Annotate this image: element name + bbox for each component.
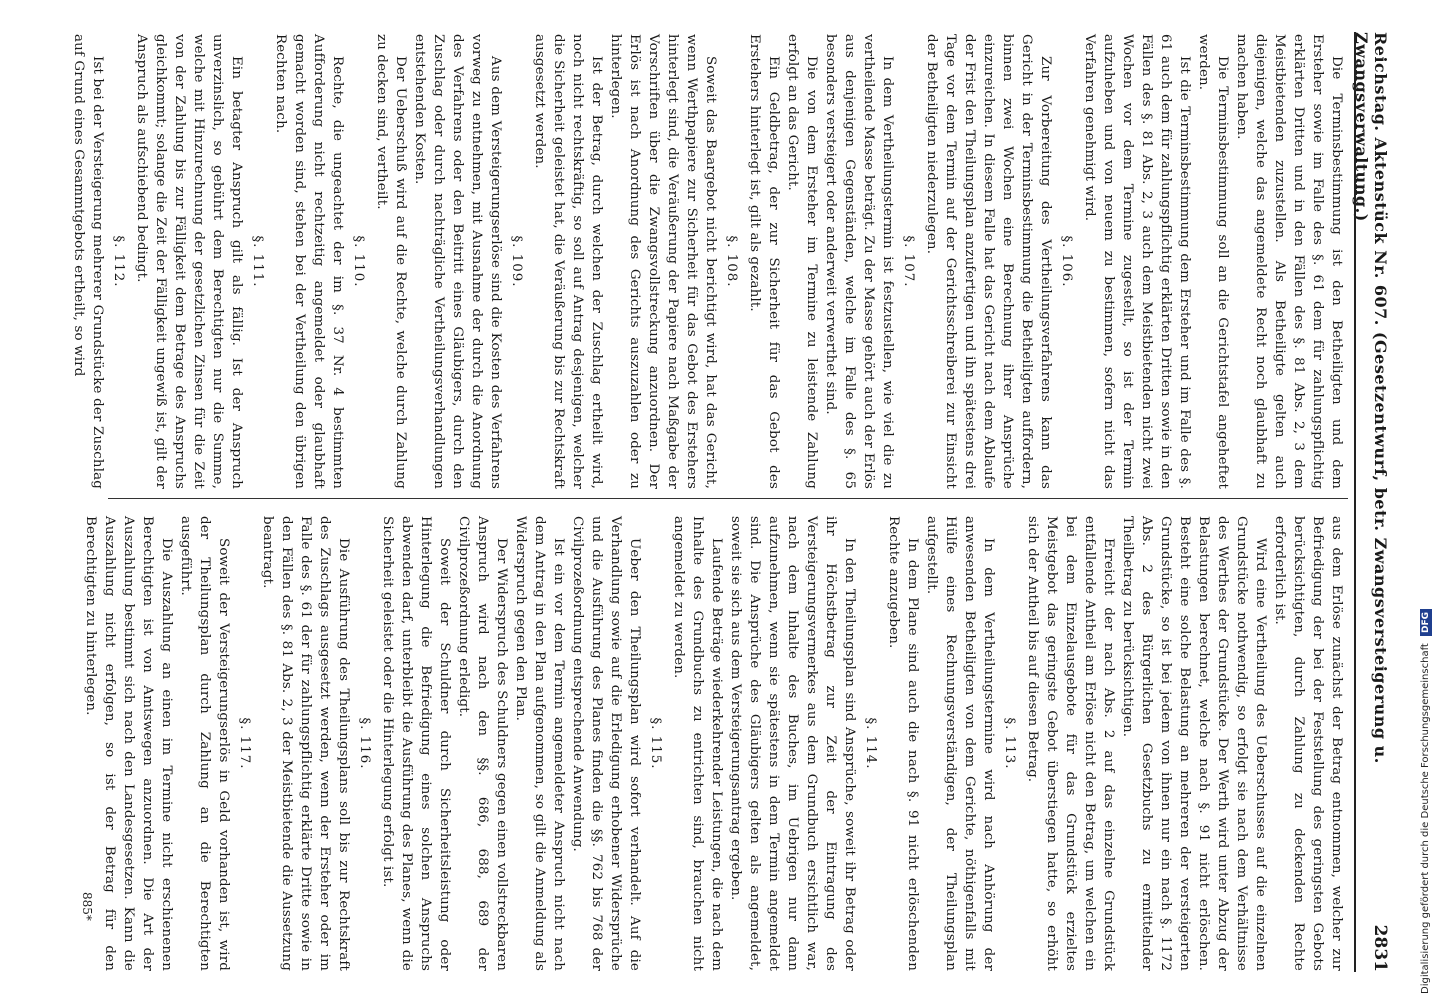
credit-text: Digitalisierung gefördert durch die Deutsche Forschungsgemeinschaft — [1420, 643, 1431, 994]
paragraph: Der Ueberschuß wird auf die Rechte, welche durch Zahlung zu decken sind, vertheilt. — [374, 34, 408, 489]
section-heading: §. 108. — [724, 235, 739, 288]
right-column — [81, 516, 1346, 971]
paragraph: Die Auszahlung an einen im Termine nicht erschienenen Berechtigten ist von Amtswegen anzuordnen. Die Art der Auszahlung bestimmt sich nach den Landesgesetzen. Kann die Auszahlung nicht erfolgen, so ist der Betrag für den Berechtigten zu hinterlegen. — [83, 516, 174, 971]
section-heading: §. 116. — [357, 717, 372, 770]
paragraph: In dem Vertheilungstermin ist festzustellen, wie viel die zu vertheilende Masse beträgt. Zu der Masse gehört auch der Erlös aus denjenigen Gegenständen, welche im Falle des §. 65 besonders versteigert oder anderweit verwerthet sind. — [823, 34, 895, 489]
paragraph: In den Theilungsplan sind Ansprüche, soweit ihr Betrag oder ihr Höchstbetrag zur Zeit der Eintragung des Versteigerungsvermerkes aus dem Grundbuch ersichtlich war, nach dem Inhalte des Buches, im Uebrigen nur dann aufzunehmen, wenn sie spätestens in dem Termin angemeldet sind. Die Ansprüche des Gläubigers gelten als angemeldet, soweit sie sich aus dem Versteigerungsantrag ergeben. — [728, 516, 857, 971]
paragraph: Ein betagter Anspruch gilt als fällig. Ist der Anspruch unverzinslich, so gebührt dem Berechtigten nur die Summe, welche mit Hinzurechnung der gesetzlichen Zinsen für die Zeit von der Zahlung bis zur Fälligkeit dem Betrage des Anspruchs gleichkommt; solange die Zeit der Fälligkeit ungewiß ist, gilt der Anspruch als aufschiebend bedingt. — [134, 34, 244, 489]
left-column — [69, 34, 1346, 489]
paragraph: Soweit der Schuldner durch Sicherheitsleistung oder Hinterlegung die Befriedigung eines solchen Anspruchs abwenden darf, unterbleibt die Ausführung des Planes, wenn die Sicherheit geleistet oder die Hinterlegung erfolgt ist. — [380, 516, 452, 971]
header-rule — [1354, 32, 1356, 972]
paragraph: Erreicht der nach Abs. 2 auf das einzelne Grundstück entfallende Antheil am Erlöse nicht den Betrag, um welchen ein bei dem Einzelausgebote für das Grundstück erzieltes Meistgebot das geringste Gebot überstiegen hatte, so erhöht sich der Antheil bis auf diesen Betrag. — [1025, 516, 1116, 971]
paragraph: Rechte, die ungeachtet der im §. 37 Nr. 4 bestimmten Aufforderung nicht rechtzeitig angemeldet oder glaubhaft gemacht worden sind, stehen bei der Vertheilung den übrigen Rechten nach. — [273, 34, 345, 489]
section-heading: §. 117. — [237, 717, 252, 770]
paragraph: Aus dem Versteigerungserlöse sind die Kosten des Verfahrens vorweg zu entnehmen, mit Ausnahme der durch die Anordnung des Verfahrens oder den Beitritt eines Gläubigers, durch den Zuschlag oder durch nachträgliche Vertheilungsverhandlungen entstehenden Kosten. — [412, 34, 503, 489]
paragraph: Die Ausführung des Theilungsplans soll bis zur Rechtskraft des Zuschlags ausgesetzt werden, wenn der Ersteher oder im Falle des §. 61 der für zahlungspflichtig erklärte Dritte sowie in den Fällen des §. 81 Abs. 2, 3 der Meistbietende die Aussetzung beantragt. — [260, 516, 351, 971]
paragraph: Laufende Beträge wiederkehrender Leistungen, die nach dem Inhalte des Grundbuchs zu entrichten sind, brauchen nicht angemeldet zu werden. — [671, 516, 724, 971]
paragraph: Wird eine Vertheilung des Ueberschusses auf die einzelnen Grundstücke nothwendig, so erfolgt sie nach dem Verhältnisse des Werthes der Grundstücke. Der Werth wird unter Abzug der Belastungen berechnet, welche nach §. 91 nicht erlöschen. Besteht eine solche Belastung an mehreren der versteigerten Grundstücke, so ist bei jedem von ihnen nur ein nach §. 1172 Abs. 2 des Bürgerlichen Gesetzbuchs zu ermittelnder Theilbetrag zu berücksichtigen. — [1120, 516, 1268, 971]
sheet-number: 885* — [80, 892, 94, 921]
paragraph: Ist der Betrag, durch welchen der Zuschlag ertheilt wird, noch nicht rechtskräftig, so soll auf Antrag desjenigen, welcher die Sicherheit geleistet hat, die Veräußerung bis zur Rechtskraft ausgesetzt werden. — [532, 34, 604, 489]
paragraph: Ein Geldbetrag, der zur Sicherheit für das Gebot des Erstehers hinterlegt ist, gilt als gezahlt. — [747, 34, 781, 489]
page-header — [1352, 32, 1390, 972]
section-heading: §. 114. — [863, 717, 878, 770]
section-heading: §. 109. — [509, 235, 524, 288]
section-heading: §. 111. — [250, 235, 265, 288]
dfg-logo: DFG — [1420, 609, 1432, 636]
paragraph: Die von dem Ersteher im Termine zu leistende Zahlung erfolgt an das Gericht. — [785, 34, 819, 489]
paragraph: Ist ein vor dem Termin angemeldeter Anspruch nicht nach dem Antrag in den Plan aufgenommen, so gilt die Anmeldung als Widerspruch gegen den Plan. — [513, 516, 566, 971]
section-heading: §. 107. — [901, 235, 916, 288]
section-heading: §. 113. — [1002, 717, 1017, 770]
paragraph: In dem Vertheilungstermine wird nach Anhörung der anwesenden Betheiligten von dem Gerichte, nöthigenfalls mit Hülfe eines Rechnungsverständigen, der Theilungsplan aufgestellt. — [924, 516, 996, 971]
document-page — [60, 22, 1390, 982]
paragraph: Ist die Terminsbestimmung dem Ersteher und im Falle des §. 61 auch dem für zahlungspflichtig erklärten Dritten sowie in den Fällen des §. 81 Abs. 2, 3 auch dem Meistbietenden nicht zwei Wochen vor dem Termine zugestellt, so ist der Termin aufzuheben und von neuem zu bestimmen, sofern nicht das Verfahren genehmigt wird. — [1082, 34, 1192, 489]
paragraph: Die Terminsbestimmung soll an die Gerichtstafel angeheftet werden. — [1196, 34, 1230, 489]
section-heading: §. 106. — [1059, 235, 1074, 288]
paragraph: Soweit der Versteigerungserlös in Geld vorhanden ist, wird der Theilungsplan durch Zahlung an die Berechtigten ausgeführt. — [178, 516, 231, 971]
paragraph: Soweit das Baargebot nicht berichtigt wird, hat das Gericht, wenn Werthpapiere zur Sicherheit für das Gebot des Erstehers hinterlegt sind, die Veräußerung der Papiere nach Maßgabe der Vorschriften über die Zwangsvollstreckung anzuordnen. Der Erlös ist nach Anordnung des Gerichts auszuzahlen oder zu hinterlegen. — [608, 34, 718, 489]
paragraph: In dem Plane sind auch die nach §. 91 nicht erlöschenden Rechte anzugeben. — [886, 516, 920, 971]
column-divider — [108, 498, 1348, 499]
paragraph: Zur Vorbereitung des Vertheilungsverfahrens kann das Gericht in der Terminsbestimmung die Betheiligten auffordern, binnen zwei Wochen eine Berechnung ihrer Ansprüche einzureichen. In diesem Falle hat das Gericht nach dem Ablaufe der Frist den Theilungsplan anzufertigen und ihn spätestens drei Tage vor dem Termin auf der Gerichtsschreiberei zur Einsicht der Betheiligten niederzulegen. — [924, 34, 1053, 489]
section-heading: §. 110. — [351, 235, 366, 288]
paragraph: Die Terminsbestimmung ist den Betheiligten und dem Ersteher sowie im Falle des §. 61 dem für zahlungspflichtig erklärten Dritten und in den Fällen des §. 81 Abs. 2, 3 dem Meistbietenden zuzustellen. Als Betheiligte gelten auch diejenigen, welche das angemeldete Recht noch glaubhaft zu machen haben. — [1234, 34, 1344, 489]
page-number: 2831 — [1370, 924, 1390, 972]
section-heading: §. 112. — [111, 235, 126, 288]
paragraph: Der Widerspruch des Schuldners gegen einen vollstreckbaren Anspruch wird nach den §§. 686, 688, 689 der Civilprozeßordnung erledigt. — [456, 516, 509, 971]
page-title: Reichstag. Aktenstück Nr. 607. (Gesetzentwurf, betr. Zwangsversteigerung u. Zwangsverwaltung.) — [1352, 32, 1390, 764]
section-heading: §. 115. — [648, 717, 663, 770]
paragraph: Ueber den Theilungsplan wird sofort verhandelt. Auf die Verhandlung sowie auf die Erledigung erhobener Widersprüche und die Ausführung des Planes finden die §§. 762 bis 768 der Civilprozeßordnung entsprechende Anwendung. — [570, 516, 642, 971]
paragraph: Ist bei der Versteigerung mehrerer Grundstücke der Zuschlag auf Grund eines Gesammtgebots ertheilt, so wird — [71, 34, 105, 489]
digitization-credit — [1420, 344, 1432, 994]
paragraph: aus dem Erlöse zunächst der Betrag entnommen, welcher zur Befriedigung der bei der Feststellung des geringsten Gebots berücksichtigten, durch Zahlung zu deckenden Rechte erforderlich ist. — [1272, 516, 1344, 971]
